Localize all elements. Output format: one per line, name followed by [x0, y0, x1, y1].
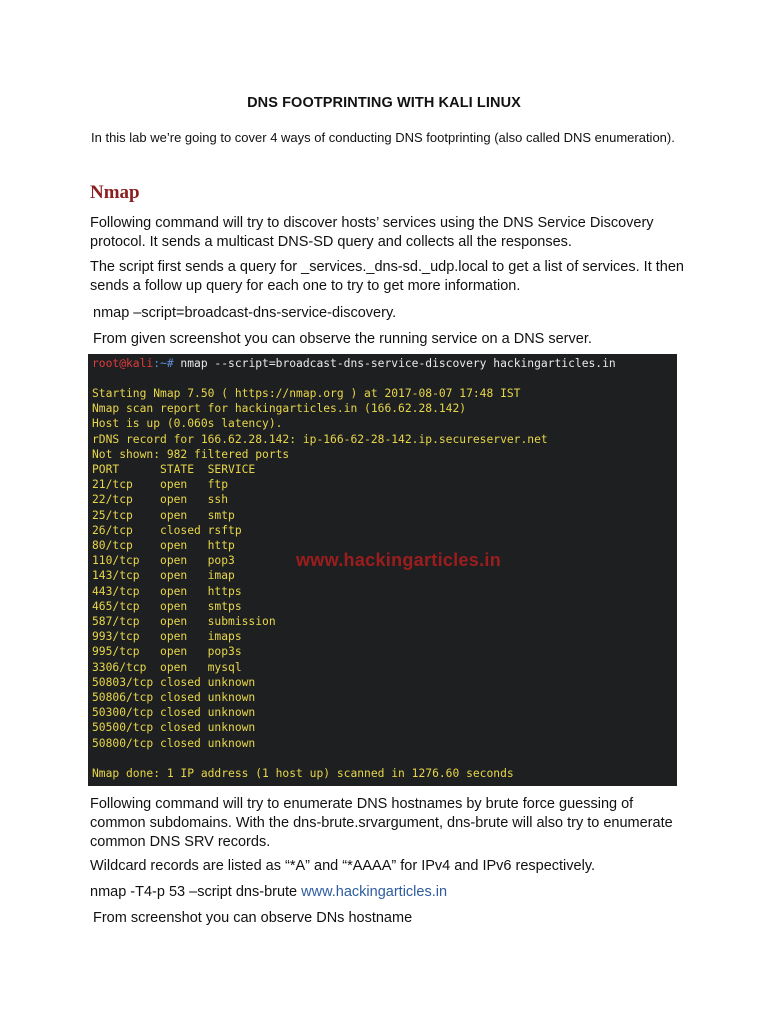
- command-dns-brute: [90, 883, 690, 902]
- terminal-output-line: 26/tcp closed rsftp: [92, 523, 242, 537]
- terminal-output-line: 465/tcp open smtps: [92, 599, 242, 613]
- paragraph-wildcard-records: Wildcard records are listed as “*A” and “*AAAA” for IPv4 and IPv6 respectively.: [90, 858, 596, 874]
- hackingarticles-link[interactable]: www.hackingarticles.in: [301, 884, 448, 900]
- terminal-output-line: PORT STATE SERVICE: [92, 463, 256, 476]
- prompt-user: root@kali: [92, 357, 154, 370]
- terminal-output-line: 110/tcp open pop3: [92, 554, 235, 568]
- terminal-output-line: Nmap done: 1 IP address (1 host up) scanned in 1276.60 seconds: [92, 767, 514, 780]
- terminal-output-line: 993/tcp open imaps: [92, 630, 242, 644]
- terminal-output-line: Host is up (0.060s latency).: [92, 417, 283, 431]
- terminal-output-line: rDNS record for 166.62.28.142: ip-166-62-28-142.ip.secureserver.net: [92, 432, 548, 446]
- terminal-output-line: 143/tcp open imap: [92, 569, 235, 583]
- command-broadcast-dns: nmap –script=broadcast-dns-service-discovery.: [93, 305, 397, 321]
- terminal-output-line: 22/tcp open ssh: [92, 493, 229, 507]
- terminal-prompt-line: [92, 356, 616, 371]
- terminal-output-line: Starting Nmap 7.50 ( https://nmap.org ) at 2017-08-07 17:48 IST: [92, 387, 521, 400]
- paragraph-hostname-note: From screenshot you can observe DNs hostname: [93, 910, 413, 926]
- paragraph-service-discovery: Following command will try to discover hosts’ services using the DNS Service Discovery protocol. It sends a multicast DNS-SD query and collects all the responses.: [90, 215, 654, 250]
- terminal-output-line: 50500/tcp closed unknown: [92, 721, 256, 735]
- terminal-output-line: Nmap scan report for hackingarticles.in (166.62.28.142): [92, 402, 467, 416]
- terminal-output-line: 50300/tcp closed unknown: [92, 706, 256, 720]
- terminal-output-line: Not shown: 982 filtered ports: [92, 447, 290, 461]
- terminal-output-line: 50800/tcp closed unknown: [92, 736, 256, 750]
- terminal-output-line: 587/tcp open submission: [92, 615, 276, 628]
- intro-paragraph: In this lab we’re going to cover 4 ways of conducting DNS footprinting (also called DNS enumeration).: [91, 130, 675, 145]
- document-title: DNS FOOTPRINTING WITH KALI LINUX: [247, 95, 521, 111]
- terminal-output-line: 80/tcp open http: [92, 539, 235, 552]
- section-heading-nmap: Nmap: [90, 182, 140, 203]
- terminal-output-line: 50803/tcp closed unknown: [92, 675, 256, 689]
- paragraph-screenshot-note: From given screenshot you can observe the running service on a DNS server.: [93, 331, 592, 347]
- terminal-output-line: 25/tcp open smtp: [92, 508, 235, 522]
- paragraph-dns-brute: Following command will try to enumerate DNS hostnames by brute force guessing of common subdomains. With the dns-brute.srvargument, dns-brute will also try to enumerate common DNS SRV records.: [90, 796, 673, 850]
- terminal-screenshot: [88, 354, 677, 786]
- prompt-command: nmap --script=broadcast-dns-service-discovery hackingarticles.in: [173, 357, 616, 370]
- command-text: nmap -T4-p 53 –script dns-brute: [90, 884, 302, 900]
- watermark: www.hackingarticles.in: [296, 550, 501, 570]
- terminal-output-line: 21/tcp open ftp: [92, 478, 229, 492]
- terminal-output-line: 3306/tcp open mysql: [92, 660, 242, 674]
- paragraph-script-description: The script first sends a query for _services._dns-sd._udp.local to get a list of services. It then sends a follow up query for each one to try to get more information.: [90, 259, 684, 294]
- terminal-output-line: 443/tcp open https: [92, 584, 242, 598]
- terminal-output-line: 995/tcp open pop3s: [92, 645, 242, 659]
- terminal-output-line: 50806/tcp closed unknown: [92, 691, 256, 704]
- prompt-path: :~#: [153, 357, 174, 370]
